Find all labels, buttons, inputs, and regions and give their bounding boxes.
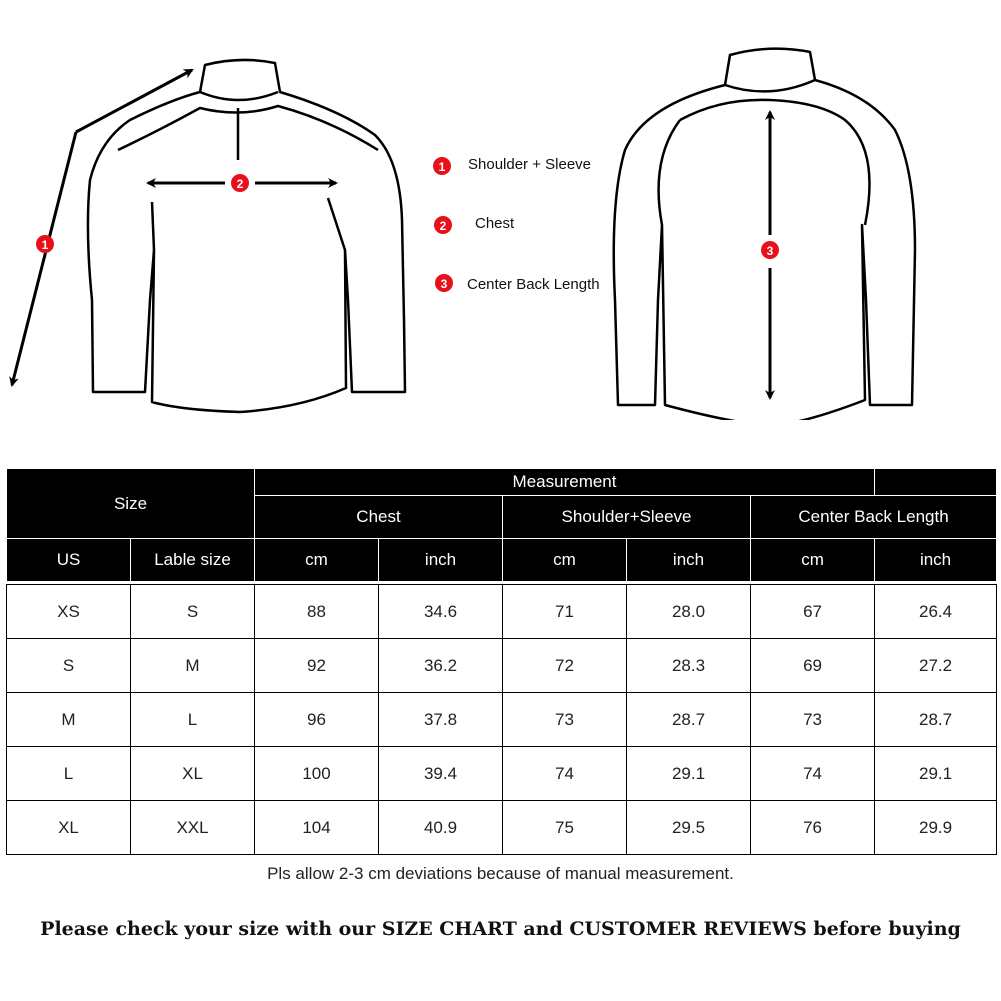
group-header-chest: Chest	[255, 496, 503, 539]
measurement-header: Measurement	[255, 469, 875, 496]
legend-label-chest: Chest	[475, 215, 515, 232]
legend-badge-1	[433, 157, 451, 175]
legend-label-shoulder-sleeve: Shoulder + Sleeve	[468, 156, 592, 173]
cell-chest-inch: 37.8	[379, 693, 503, 747]
cell-label-size: XL	[131, 747, 255, 801]
subheader-back-cm: cm	[751, 539, 875, 582]
cell-shoulder-inch: 28.0	[627, 585, 751, 639]
cell-back-inch: 29.1	[875, 747, 997, 801]
cell-label-size: S	[131, 585, 255, 639]
svg-text:2: 2	[236, 177, 244, 191]
table-row	[7, 693, 997, 747]
cell-us: XS	[7, 585, 131, 639]
cell-us: M	[7, 693, 131, 747]
subheader-shoulder-cm: cm	[503, 539, 627, 582]
cell-chest-cm: 92	[255, 639, 379, 693]
measurement-header-blank	[875, 469, 997, 496]
cell-chest-cm: 104	[255, 801, 379, 855]
badge-1-diagram	[36, 235, 54, 253]
table-row	[7, 639, 997, 693]
cell-shoulder-cm: 75	[503, 801, 627, 855]
cell-us: L	[7, 747, 131, 801]
cell-chest-cm: 96	[255, 693, 379, 747]
legend-badge-2	[434, 216, 452, 234]
table-row	[7, 747, 997, 801]
cell-shoulder-inch: 29.5	[627, 801, 751, 855]
subheader-us: US	[7, 539, 131, 582]
legend-badge-3	[435, 274, 453, 292]
cell-back-cm: 67	[751, 585, 875, 639]
legend-label-center-back-length: Center Back Length	[467, 276, 600, 293]
cell-back-inch: 27.2	[875, 639, 997, 693]
cell-shoulder-cm: 74	[503, 747, 627, 801]
cell-shoulder-cm: 73	[503, 693, 627, 747]
header-row-units	[7, 539, 997, 582]
cell-chest-inch: 36.2	[379, 639, 503, 693]
svg-text:2: 2	[439, 219, 447, 233]
cell-chest-inch: 39.4	[379, 747, 503, 801]
front-shirt-outline	[88, 60, 405, 412]
cell-us: S	[7, 639, 131, 693]
svg-text:3: 3	[766, 244, 774, 258]
table-row	[7, 801, 997, 855]
svg-text:3: 3	[440, 277, 448, 291]
cell-back-cm: 73	[751, 693, 875, 747]
cell-chest-cm: 88	[255, 585, 379, 639]
cell-back-cm: 69	[751, 639, 875, 693]
subheader-label-size: Lable size	[131, 539, 255, 582]
size-header: Size	[7, 469, 255, 539]
cell-chest-cm: 100	[255, 747, 379, 801]
size-check-notice: Please check your size with our SIZE CHART and CUSTOMER REVIEWS before buying	[40, 918, 961, 940]
svg-text:1: 1	[438, 160, 446, 174]
cell-label-size: XXL	[131, 801, 255, 855]
cell-shoulder-inch: 29.1	[627, 747, 751, 801]
table-row	[7, 585, 997, 639]
header-row-measurement	[7, 469, 997, 496]
cell-chest-inch: 40.9	[379, 801, 503, 855]
cell-shoulder-cm: 72	[503, 639, 627, 693]
cell-label-size: M	[131, 639, 255, 693]
cell-back-inch: 26.4	[875, 585, 997, 639]
cell-back-cm: 74	[751, 747, 875, 801]
subheader-shoulder-inch: inch	[627, 539, 751, 582]
subheader-chest-inch: inch	[379, 539, 503, 582]
size-chart-table	[6, 468, 997, 855]
cell-shoulder-inch: 28.7	[627, 693, 751, 747]
cell-chest-inch: 34.6	[379, 585, 503, 639]
cell-back-inch: 28.7	[875, 693, 997, 747]
cell-back-cm: 76	[751, 801, 875, 855]
back-shirt-outline	[614, 49, 915, 420]
cell-shoulder-cm: 71	[503, 585, 627, 639]
cell-shoulder-inch: 28.3	[627, 639, 751, 693]
subheader-chest-cm: cm	[255, 539, 379, 582]
badge-2-diagram	[231, 174, 249, 192]
svg-text:1: 1	[41, 238, 49, 252]
deviation-note: Pls allow 2-3 cm deviations because of manual measurement.	[267, 864, 734, 883]
cell-label-size: L	[131, 693, 255, 747]
cell-back-inch: 29.9	[875, 801, 997, 855]
badge-3-diagram	[761, 241, 779, 259]
subheader-back-inch: inch	[875, 539, 997, 582]
cell-us: XL	[7, 801, 131, 855]
shirt-measurement-diagram	[0, 0, 1001, 420]
group-header-center-back-length: Center Back Length	[751, 496, 997, 539]
group-header-shoulder-sleeve: Shoulder+Sleeve	[503, 496, 751, 539]
